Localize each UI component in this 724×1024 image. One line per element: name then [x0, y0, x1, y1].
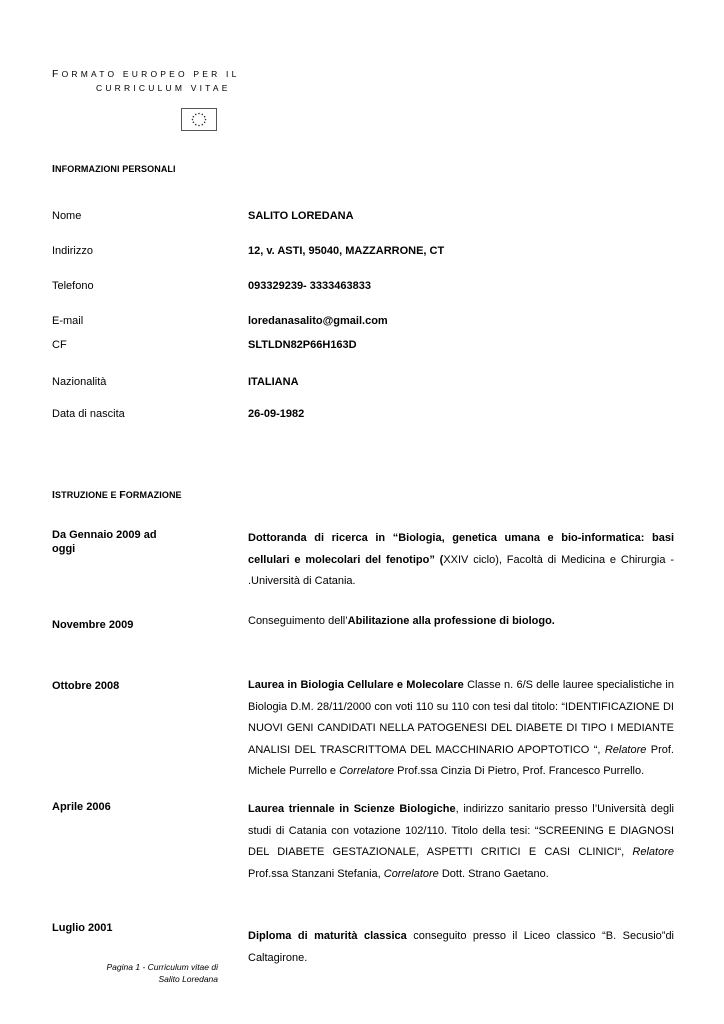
- field-label-nome: Nome: [52, 210, 82, 222]
- page-footer: [90, 961, 218, 985]
- entry-date-diploma: Luglio 2001: [52, 922, 113, 934]
- entry-date-dottorato: Da Gennaio 2009 ad oggi: [52, 529, 157, 555]
- field-label-cf: CF: [52, 339, 67, 351]
- section-heading-personal: INFORMAZIONI PERSONALI: [52, 163, 176, 175]
- entry-date-laurea-triennale: Aprile 2006: [52, 801, 111, 813]
- entry-date-laurea-magistrale: Ottobre 2008: [52, 680, 120, 692]
- document-title-line2: CURRICULUM VITAE: [96, 83, 231, 93]
- field-label-telefono: Telefono: [52, 280, 94, 292]
- entry-description-diploma: Diploma di maturità classica conseguito presso il Liceo classico “B. Secusio”di Caltagirone.: [248, 930, 674, 964]
- field-value-data-nascita: 26-09-1982: [248, 408, 305, 420]
- entry-description-laurea-triennale: Laurea triennale in Scienze Biologiche, indirizzo sanitario presso l’Università degli studi di Catania con votazione 102/110. Titolo della tesi: “SCREENING E DIAGNOSI DEL DIABETE GESTAZIONALE, ASPETTI CRITICI E CASI CLINICI“, Relatore Prof.ssa Stanzani Stefania, Correlatore Dott. Strano Gaetano.: [248, 803, 674, 880]
- field-value-email: loredanasalito@gmail.com: [248, 315, 388, 327]
- field-label-nazionalita: Nazionalità: [52, 376, 107, 388]
- section-heading-education: ISTRUZIONE E FORMAZIONE: [52, 489, 182, 501]
- eu-flag-logo: [181, 108, 217, 131]
- footer-line1: Pagina 1 - Curriculum vitae di: [106, 962, 218, 972]
- field-label-data-nascita: Data di nascita: [52, 408, 125, 420]
- entry-description-dottorato: Dottoranda di ricerca in “Biologia, genetica umana e bio-informatica: basi cellulari e molecolari del fenotipo” (XXIV ciclo), Facoltà di Medicina e Chirurgia - .Università di Catania.: [248, 532, 674, 587]
- field-value-nome: SALITO LOREDANA: [248, 210, 354, 222]
- footer-line2: Salito Loredana: [158, 974, 218, 984]
- field-value-telefono: 093329239- 3333463833: [248, 280, 371, 292]
- field-value-nazionalita: ITALIANA: [248, 376, 299, 388]
- entry-description-laurea-magistrale: Laurea in Biologia Cellulare e Molecolare Classe n. 6/S delle lauree specialistiche in Biologia D.M. 28/11/2000 con voti 110 su 110 con tesi dal titolo: “IDENTIFICAZIONE DI NUOVI GENI CANDIDATI NELLA PATOGENESI DEL DIABETE DI TIPO I MEDIANTE ANALISI DEL TRASCRITTOMA DEL MACCHINARIO APOPTOTICO “, Relatore Prof. Michele Purrello e Correlatore Prof.ssa Cinzia Di Pietro, Prof. Francesco Purrello.: [248, 679, 674, 777]
- field-label-email: E-mail: [52, 315, 84, 327]
- entry-description-abilitazione: Conseguimento dell’Abilitazione alla professione di biologo.: [248, 615, 555, 627]
- document-title-line1: FORMATO EUROPEO PER IL: [52, 68, 240, 80]
- entry-date-abilitazione: Novembre 2009: [52, 619, 134, 631]
- field-value-indirizzo: 12, v. ASTI, 95040, MAZZARRONE, CT: [248, 245, 445, 257]
- field-label-indirizzo: Indirizzo: [52, 245, 93, 257]
- field-value-cf: SLTLDN82P66H163D: [248, 339, 357, 351]
